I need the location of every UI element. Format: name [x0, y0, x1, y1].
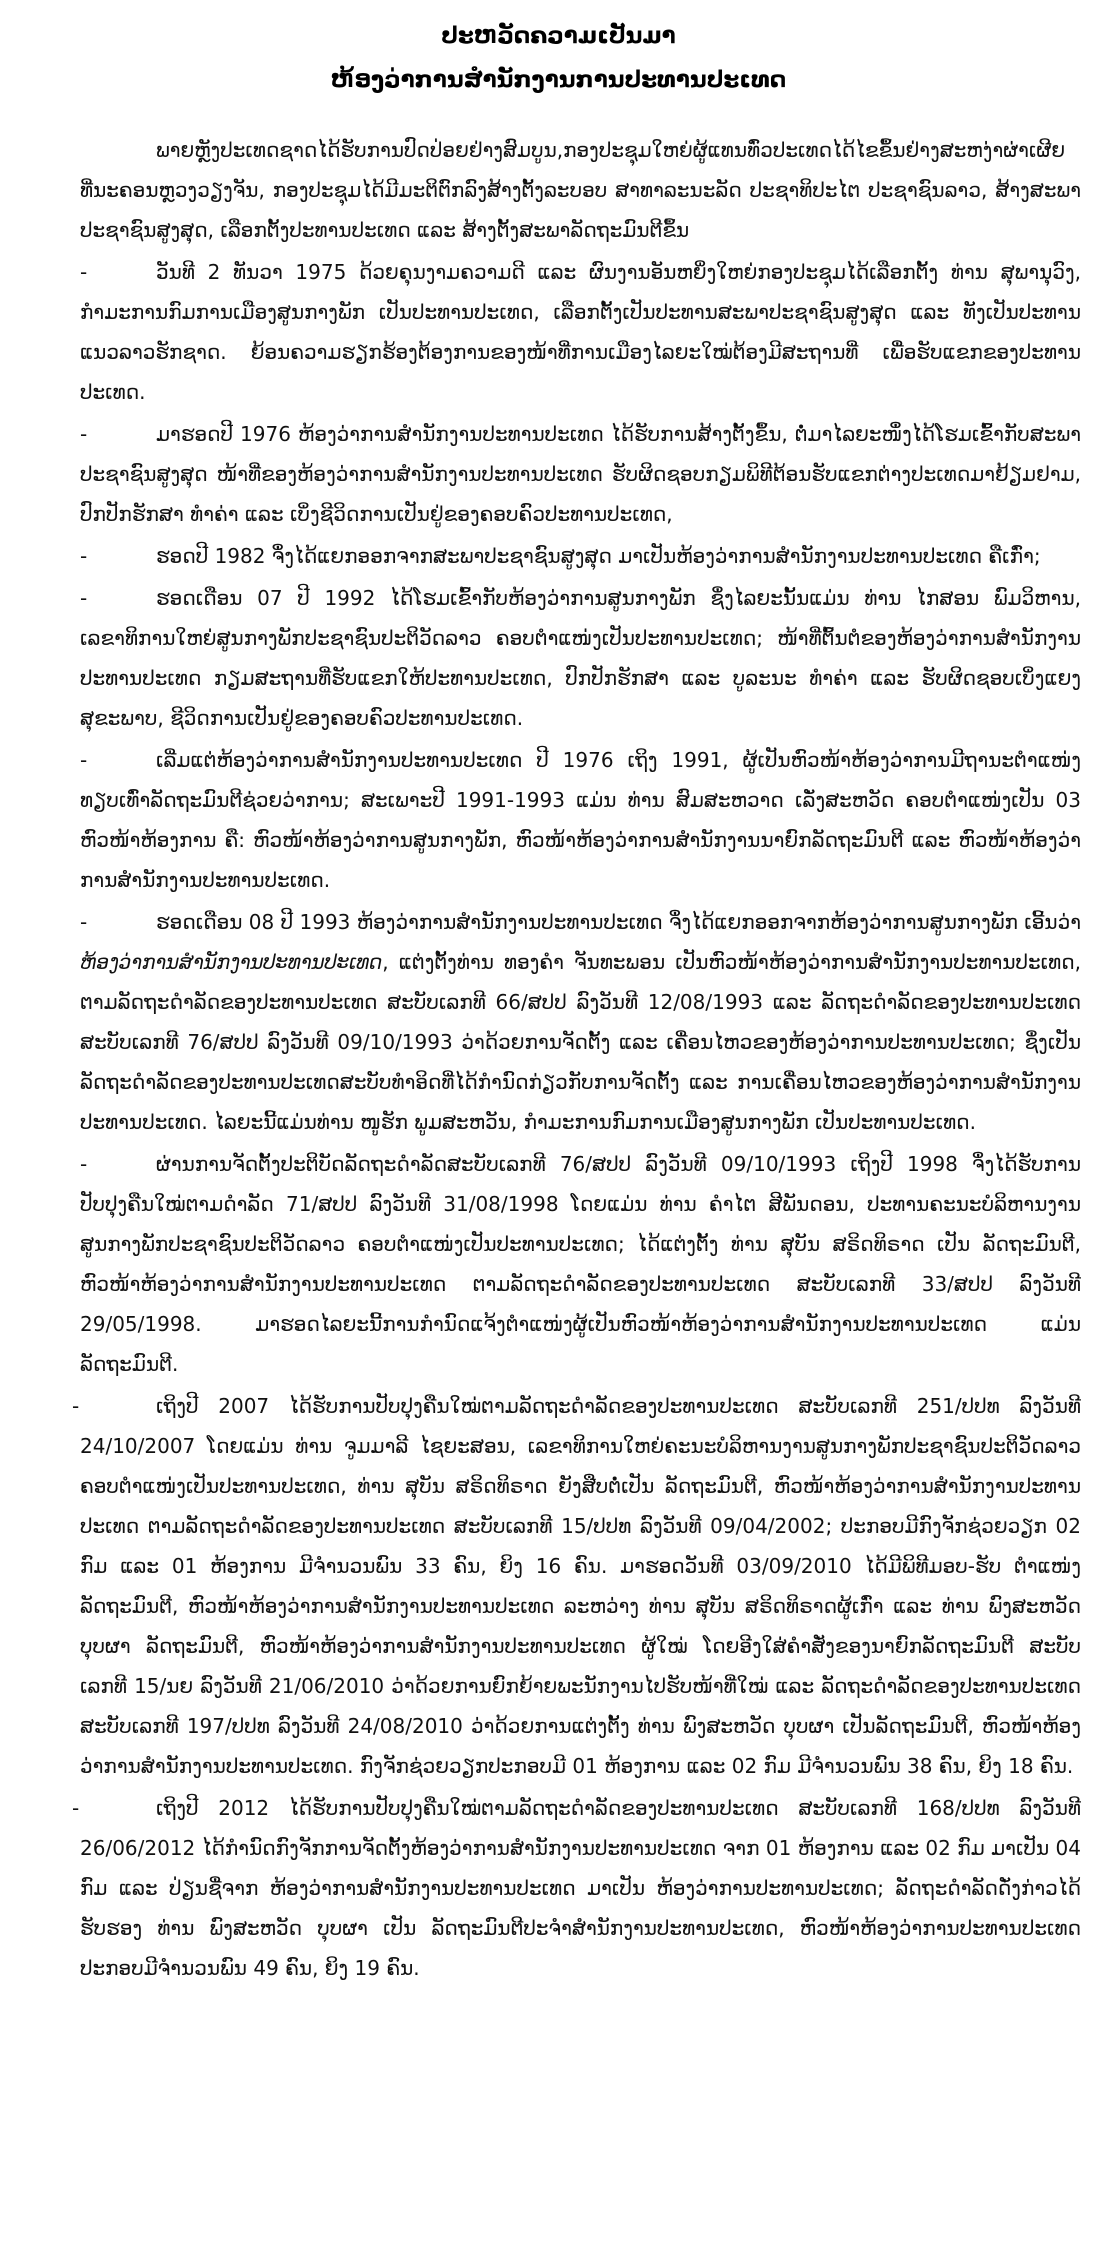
paragraph-1993 — [80, 902, 1081, 1142]
paragraph-text: ຮອດປີ 1982 ຈຶ່ງໄດ້ແຍກອອກຈາກສະພາປະຊາຊົນສູງສຸດ ມາເປັນຫ້ອງວ່າການສຳນັກງານປະທານປະເທດ ຄືເກົ່າ; — [156, 544, 1041, 568]
paragraph-text: ເຖິງປີ 2012 ໄດ້ຮັບການປັບປຸງຄືນໃໝ່ຕາມລັດຖະດຳລັດຂອງປະທານປະເທດ ສະບັບເລກທີ 168/ປປທ ລົງວັນທີ 26/06/2012 ໄດ້ກຳນົດກົງຈັກການຈັດຕັ້ງຫ້ອງວ່າການສຳນັກງານປະທານປະເທດ ຈາກ 01 ຫ້ອງການ ແລະ 02 ກົມ ມາເປັນ 04 ກົມ ແລະ ປ່ຽນຊື່ຈາກ ຫ້ອງວ່າການສຳນັກງານປະທານປະເທດ ມາເປັນ ຫ້ອງວ່າການປະທານປະເທດ; ລັດຖະດຳລັດດັ່ງກ່າວໄດ້ຮັບຮອງ ທ່ານ ພົງສະຫວັດ ບຸບຜາ ເປັນ ລັດຖະມົນຕີປະຈຳສຳນັກງານປະທານປະເທດ, ຫົວໜ້າຫ້ອງວ່າການປະທານປະເທດ ປະກອບມີຈຳນວນພົນ 49 ຄົນ, ຍິງ 19 ຄົນ. — [80, 1796, 1081, 1980]
document-title — [80, 14, 1081, 102]
paragraph-text-italic: ຫ້ອງວ່າການສຳນັກງານປະທານປະເທດ — [80, 950, 383, 974]
paragraph-text: ມາຮອດປີ 1976 ຫ້ອງວ່າການສຳນັກງານປະທານປະເທດ ໄດ້ຮັບການສ້າງຕັ້ງຂຶ້ນ, ຕໍ່ມາໄລຍະໜຶ່ງໄດ້ໂຮມເຂົ້າກັບສະພາປະຊາຊົນສູງສຸດ ໜ້າທີ່ຂອງຫ້ອງວ່າການສຳນັກງານປະທານປະເທດ ຮັບຜິດຊອບກຽມພິທີຕ້ອນຮັບແຂກຕ່າງປະເທດມາຢ້ຽມຢາມ, ປົກປັກຮັກສາ ທຳຄ່າ ແລະ ເບິ່ງຊີວິດການເປັນຢູ່ຂອງຄອບຄົວປະທານປະເທດ, — [80, 422, 1081, 526]
bullet-dash: - — [72, 1796, 80, 1820]
paragraph-1982 — [80, 536, 1081, 576]
bullet-dash: - — [80, 910, 88, 934]
paragraph-1998 — [80, 1144, 1081, 1384]
title-line-1: ປະຫວັດຄວາມເປັນມາ — [441, 23, 676, 49]
bullet-dash: - — [80, 260, 88, 284]
paragraph-text: ຜ່ານການຈັດຕັ້ງປະຕິບັດລັດຖະດຳລັດສະບັບເລກທີ 76/ສປປ ລົງວັນທີ 09/10/1993 ເຖິງປີ 1998 ຈຶ່ງໄດ້ຮັບການປັບປຸງຄືນໃໝ່ຕາມດຳລັດ 71/ສປປ ລົງວັນທີ 31/08/1998 ໂດຍແມ່ນ ທ່ານ ຄຳໄຕ ສີພັນດອນ, ປະທານຄະນະບໍລິຫານງານສູນກາງພັກປະຊາຊົນປະຕິວັດລາວ ຄອບຕຳແໜ່ງເປັນປະທານປະເທດ; ໄດ້ແຕ່ງຕັ້ງ ທ່ານ ສຸບັນ ສຣິດທິຣາດ ເປັນ ລັດຖະມົນຕີ, ຫົວໜ້າຫ້ອງວ່າການສຳນັກງານປະທານປະເທດ ຕາມລັດຖະດຳລັດຂອງປະທານປະເທດ ສະບັບເລກທີ 33/ສປປ ລົງວັນທີ 29/05/1998. ມາຮອດໄລຍະນີ້ການກຳນົດແຈ້ງຕຳແໜ່ງຜູ້ເປັນຫົວໜ້າຫ້ອງວ່າການສຳນັກງານປະທານປະເທດ ແມ່ນ ລັດຖະມົນຕີ. — [80, 1152, 1081, 1376]
bullet-dash: - — [80, 748, 88, 772]
bullet-dash: - — [80, 1152, 88, 1176]
paragraph-1992 — [80, 578, 1081, 738]
paragraph-2007 — [72, 1386, 1081, 1786]
paragraph-1976-1991 — [80, 740, 1081, 900]
paragraph-1975 — [80, 252, 1081, 412]
bullet-dash: - — [72, 1394, 80, 1418]
bullet-dash: - — [80, 544, 88, 568]
intro-paragraph: ພາຍຫຼັງປະເທດຊາດໄດ້ຮັບການປົດປ່ອຍຢ່າງສົມບູນ,ກອງປະຊຸມໃຫຍ່ຜູ້ແທນທົ່ວປະເທດໄດ້ໄຂຂຶ້ນຢ່າງສະຫງ່າຜ່າເຜີຍ ທີ່ນະຄອນຫຼວງວຽງຈັນ, ກອງປະຊຸມໄດ້ມີມະຕິຕົກລົງສ້າງຕັ້ງລະບອບ ສາທາລະນະລັດ ປະຊາທິປະໄຕ ປະຊາຊົນລາວ, ສ້າງສະພາປະຊາຊົນສູງສຸດ, ເລືອກຕັ້ງປະທານປະເທດ ແລະ ສ້າງຕັ້ງສະພາລັດຖະມົນຕີຂຶ້ນ — [80, 138, 1081, 242]
bullet-dash: - — [80, 422, 88, 446]
paragraph-text: ວັນທີ 2 ທັນວາ 1975 ດ້ວຍຄຸນງາມຄວາມດີ ແລະ ຜົນງານອັນຫຍິ່ງໃຫຍ່ກອງປະຊຸມໄດ້ເລືອກຕັ້ງ ທ່ານ ສຸພານຸວົງ, ກຳມະການກົມການເມືອງສູນກາງພັກ ເປັນປະທານປະເທດ, ເລືອກຕັ້ງເປັນປະທານສະພາປະຊາຊົນສູງສຸດ ແລະ ທັງເປັນປະທານແນວລາວຮັກຊາດ. ຍ້ອນຄວາມຮຽກຮ້ອງຕ້ອງການຂອງໜ້າທີ່ການເມືອງໄລຍະໃໝ່ຕ້ອງມີສະຖານທີ່ ເພື່ອຮັບແຂກຂອງປະທານປະເທດ. — [80, 260, 1081, 404]
paragraph-2012 — [72, 1788, 1081, 1988]
bullet-dash: - — [80, 586, 88, 610]
paragraph-text-after: , ແຕ່ງຕັ້ງທ່ານ ທອງຄຳ ຈັນທະພອນ ເປັນຫົວໜ້າຫ້ອງວ່າການສຳນັກງານປະທານປະເທດ, ຕາມລັດຖະດຳລັດຂອງປະທານປະເທດ ສະບັບເລກທີ 66/ສປປ ລົງວັນທີ 12/08/1993 ແລະ ລັດຖະດຳລັດຂອງປະທານປະເທດ ສະບັບເລກທີ 76/ສປປ ລົງວັນທີ 09/10/1993 ວ່າດ້ວຍການຈັດຕັ້ງ ແລະ ເຄື່ອນໄຫວຂອງຫ້ອງວ່າການປະທານປະເທດ; ຊຶ່ງເປັນລັດຖະດຳລັດຂອງປະທານປະເທດສະບັບທຳອິດທີ່ໄດ້ກຳນົດກ່ຽວກັບການຈັດຕັ້ງ ແລະ ການເຄື່ອນໄຫວຂອງຫ້ອງວ່າການສຳນັກງານປະທານປະເທດ. ໄລຍະນີ້ແມ່ນທ່ານ ໜູຮັກ ພູມສະຫວັນ, ກຳມະການກົມການເມືອງສູນກາງພັກ ເປັນປະທານປະເທດ. — [80, 950, 1081, 1134]
paragraph-text: ເລີ່ມແຕ່ຫ້ອງວ່າການສຳນັກງານປະທານປະເທດ ປີ 1976 ເຖິງ 1991, ຜູ້ເປັນຫົວໜ້າຫ້ອງວ່າການມີຖານະຕຳແໜ່ງທຽບເທົ່າລັດຖະມົນຕີຊ່ວຍວ່າການ; ສະເພາະປີ 1991-1993 ແມ່ນ ທ່ານ ສົມສະຫວາດ ເລັ່ງສະຫວັດ ຄອບຕຳແໜ່ງເປັນ 03 ຫົວໜ້າຫ້ອງການ ຄື: ຫົວໜ້າຫ້ອງວ່າການສູນກາງພັກ, ຫົວໜ້າຫ້ອງວ່າການສຳນັກງານນາຍົກລັດຖະມົນຕີ ແລະ ຫົວໜ້າຫ້ອງວ່າການສຳນັກງານປະທານປະເທດ. — [80, 748, 1081, 892]
paragraph-1976 — [80, 414, 1081, 534]
paragraph-text-before: ຮອດເດືອນ 08 ປີ 1993 ຫ້ອງວ່າການສຳນັກງານປະທານປະເທດ ຈຶ່ງໄດ້ແຍກອອກຈາກຫ້ອງວ່າການສູນກາງພັກ ເອີ້ນວ່າ — [156, 910, 1081, 934]
paragraph-text: ຮອດເດືອນ 07 ປີ 1992 ໄດ້ໂຮມເຂົ້າກັບຫ້ອງວ່າການສູນກາງພັກ ຊຶ່ງໄລຍະນັ້ນແມ່ນ ທ່ານ ໄກສອນ ພົມວິຫານ, ເລຂາທິການໃຫຍ່ສູນກາງພັກປະຊາຊົນປະຕິວັດລາວ ຄອບຕຳແໜ່ງເປັນປະທານປະເທດ; ໜ້າທີ່ຕົ້ນຕໍຂອງຫ້ອງວ່າການສຳນັກງານປະທານປະເທດ ກຽມສະຖານທີ່ຮັບແຂກໃຫ້ປະທານປະເທດ, ປົກປັກຮັກສາ ແລະ ບູລະນະ ທຳຄ່າ ແລະ ຮັບຜິດຊອບເບິ່ງແຍງສຸຂະພາບ, ຊີວິດການເປັນຢູ່ຂອງຄອບຄົວປະທານປະເທດ. — [80, 586, 1081, 730]
paragraph-text: ເຖິງປີ 2007 ໄດ້ຮັບການປັບປຸງຄືນໃໝ່ຕາມລັດຖະດຳລັດຂອງປະທານປະເທດ ສະບັບເລກທີ 251/ປປທ ລົງວັນທີ 24/10/2007 ໂດຍແມ່ນ ທ່ານ ຈູມມາລີ ໄຊຍະສອນ, ເລຂາທິການໃຫຍ່ຄະນະບໍລິຫານງານສູນກາງພັກປະຊາຊົນປະຕິວັດລາວ ຄອບຕຳແໜ່ງເປັນປະທານປະເທດ, ທ່ານ ສຸບັນ ສຣິດທິຣາດ ຍັງສືບຕໍ່ເປັນ ລັດຖະມົນຕີ, ຫົວໜ້າຫ້ອງວ່າການສຳນັກງານປະທານປະເທດ ຕາມລັດຖະດຳລັດຂອງປະທານປະເທດ ສະບັບເລກທີ 15/ປປທ ລົງວັນທີ 09/04/2002; ປະກອບມີກົງຈັກຊ່ວຍວຽກ 02 ກົມ ແລະ 01 ຫ້ອງການ ມີຈຳນວນພົນ 33 ຄົນ, ຍິງ 16 ຄົນ. ມາຮອດວັນທີ 03/09/2010 ໄດ້ມີພິທີມອບ-ຮັບ ຕຳແໜ່ງລັດຖະມົນຕີ, ຫົວໜ້າຫ້ອງວ່າການສຳນັກງານປະທານປະເທດ ລະຫວ່າງ ທ່ານ ສຸບັນ ສຣິດທິຣາດຜູ້ເກົ່າ ແລະ ທ່ານ ພົງສະຫວັດ ບຸບຜາ ລັດຖະມົນຕີ, ຫົວໜ້າຫ້ອງວ່າການສຳນັກງານປະທານປະເທດ ຜູ້ໃໝ່ ໂດຍອີງໃສ່ຄຳສັ່ງຂອງນາຍົກລັດຖະມົນຕີ ສະບັບເລກທີ 15/ນຍ ລົງວັນທີ 21/06/2010 ວ່າດ້ວຍການຍົກຍ້າຍພະນັກງານໄປຮັບໜ້າທີ່ໃໝ່ ແລະ ລັດຖະດຳລັດຂອງປະທານປະເທດ ສະບັບເລກທີ 197/ປປທ ລົງວັນທີ 24/08/2010 ວ່າດ້ວຍການແຕ່ງຕັ້ງ ທ່ານ ພົງສະຫວັດ ບຸບຜາ ເປັນລັດຖະມົນຕີ, ຫົວໜ້າຫ້ອງວ່າການສຳນັກງານປະທານປະເທດ. ກົງຈັກຊ່ວຍວຽກປະກອບມີ 01 ຫ້ອງການ ແລະ 02 ກົມ ມີຈຳນວນພົນ 38 ຄົນ, ຍິງ 18 ຄົນ. — [80, 1394, 1081, 1778]
title-line-2: ຫ້ອງວ່າການສຳນັກງານການປະທານປະເທດ — [330, 67, 787, 93]
